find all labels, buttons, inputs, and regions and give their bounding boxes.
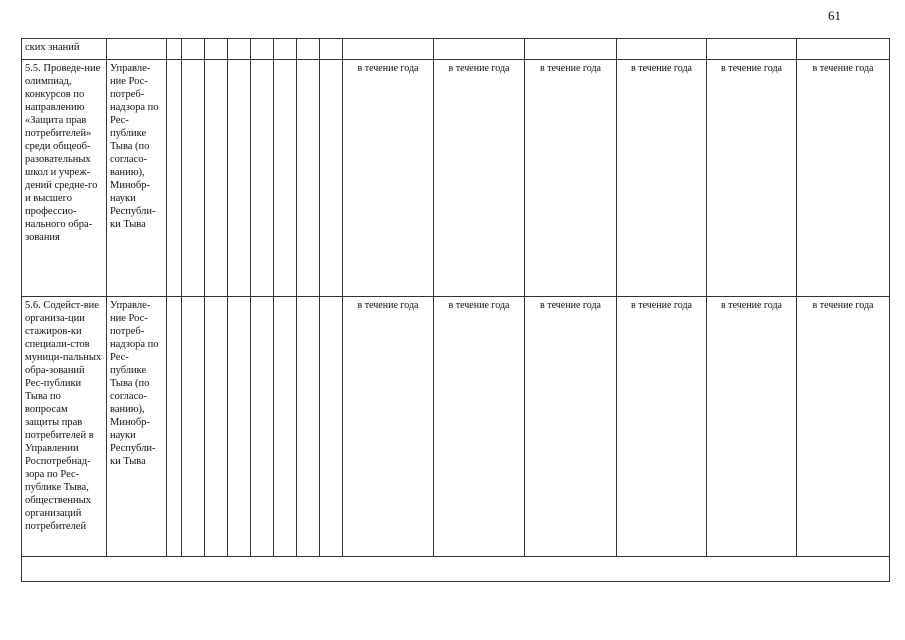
empty-cell: [251, 297, 274, 557]
period-cell: в течение года: [525, 297, 617, 557]
period-cell: в течение года: [434, 60, 525, 297]
empty-cell: [167, 39, 182, 60]
period-cell: [617, 39, 707, 60]
empty-cell: [320, 297, 343, 557]
period-cell: в течение года: [617, 60, 707, 297]
period-cell: в течение года: [707, 297, 797, 557]
table-row-5-6: [22, 297, 890, 557]
empty-cell: [182, 39, 205, 60]
period-cell: [797, 39, 890, 60]
responsible-cell: [107, 39, 167, 60]
empty-cell: [182, 297, 205, 557]
empty-cell: [182, 60, 205, 297]
empty-cell: [251, 39, 274, 60]
empty-cell: [251, 60, 274, 297]
empty-cell: [274, 297, 297, 557]
responsible-cell: Управле-ние Рос-потреб-надзора по Рес-публике Тыва (по согласо-ванию), Минобр-науки Республи-ки Тыва: [107, 60, 167, 297]
table-row-empty: [22, 557, 890, 582]
page-number: 61: [828, 8, 841, 23]
period-cell: в течение года: [707, 60, 797, 297]
period-cell: в течение года: [797, 297, 890, 557]
empty-cell: [228, 297, 251, 557]
table-row-5-5: [22, 60, 890, 297]
empty-cell: [228, 60, 251, 297]
period-cell: в течение года: [797, 60, 890, 297]
empty-cell: [228, 39, 251, 60]
empty-cell: [205, 39, 228, 60]
empty-cell: [297, 39, 320, 60]
period-cell: [707, 39, 797, 60]
empty-cell: [320, 39, 343, 60]
activity-cell-continuation: ских знаний: [22, 39, 107, 60]
empty-row-cell: [22, 557, 890, 582]
activity-cell: 5.6. Содейст-вие организа-ции стажиров-ки специали-стов муници-пальных обра-зований Рес-публики Тыва по вопросам защиты прав потребителей в Управлении Роспотребнад-зора по Рес-публике Тыва, общественных организаций потребителей: [22, 297, 107, 557]
table-row-continuation: [22, 39, 890, 60]
empty-cell: [167, 60, 182, 297]
activity-cell: 5.5. Проведе-ние олимпиад, конкурсов по направлению «Защита прав потребителей» среди общеоб-разовательных школ и учреж-дений средне-го и высшего профессио-нального обра-зования: [22, 60, 107, 297]
responsible-cell: Управле-ние Рос-потреб-надзора по Рес-публике Тыва (по согласо-ванию), Минобр-науки Республи-ки Тыва: [107, 297, 167, 557]
period-cell: в течение года: [343, 297, 434, 557]
empty-cell: [297, 297, 320, 557]
period-cell: [343, 39, 434, 60]
period-cell: в течение года: [525, 60, 617, 297]
period-cell: в течение года: [434, 297, 525, 557]
empty-cell: [320, 60, 343, 297]
period-cell: в течение года: [617, 297, 707, 557]
period-cell: [434, 39, 525, 60]
empty-cell: [274, 39, 297, 60]
empty-cell: [205, 297, 228, 557]
period-cell: [525, 39, 617, 60]
empty-cell: [274, 60, 297, 297]
period-cell: в течение года: [343, 60, 434, 297]
empty-cell: [167, 297, 182, 557]
plan-table: [21, 38, 890, 582]
empty-cell: [297, 60, 320, 297]
empty-cell: [205, 60, 228, 297]
